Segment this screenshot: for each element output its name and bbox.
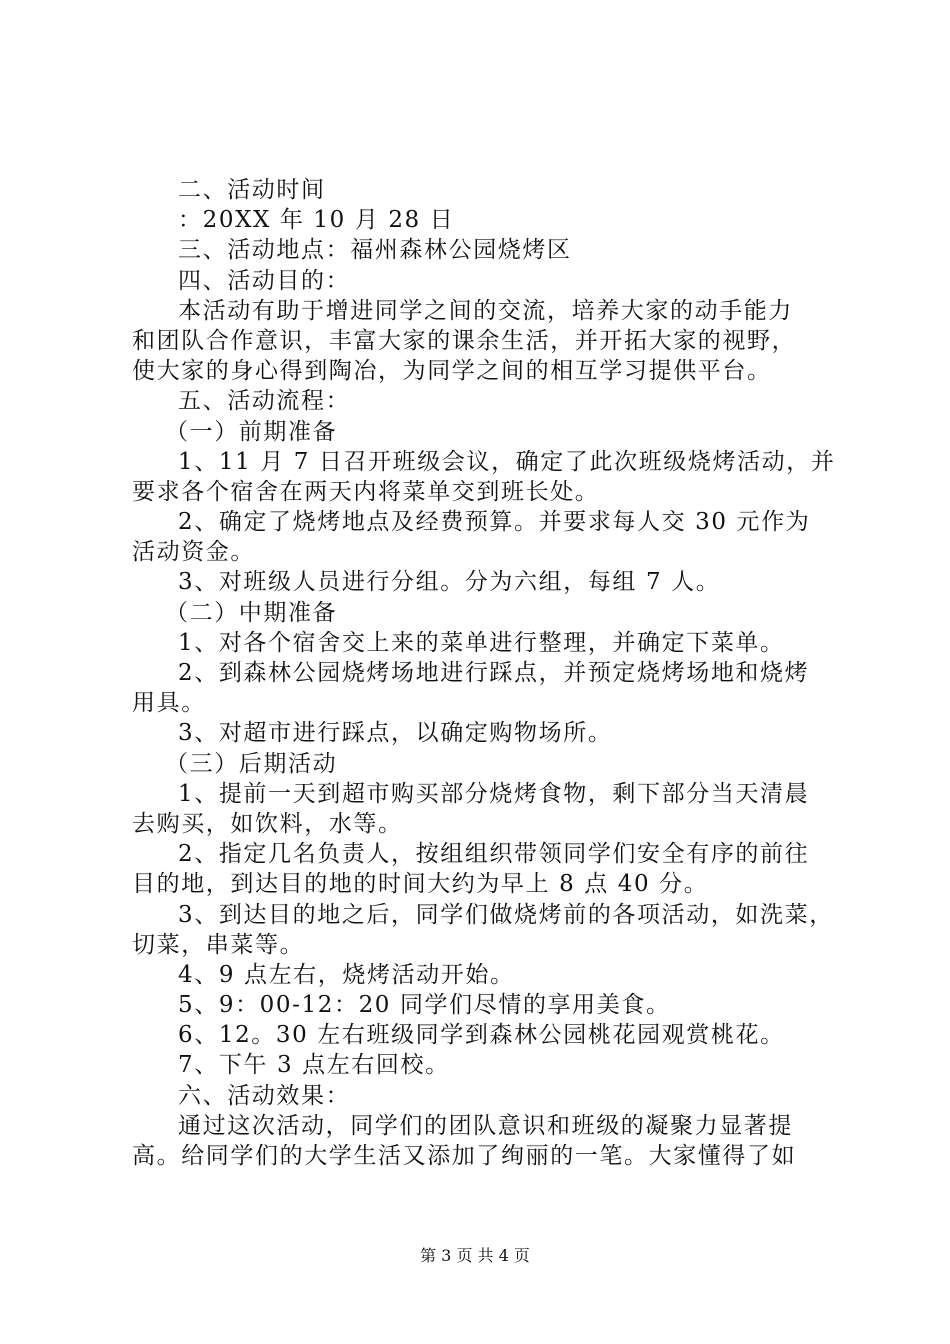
text-line: 4、9 点左右，烧烤活动开始。 [178,961,515,988]
text-line: 2、指定几名负责人，按组组织带领同学们安全有序的前往 [178,841,810,868]
text-line: 3、对班级人员进行分组。分为六组，每组 7 人。 [178,569,721,596]
text-line: 6、12。30 左右班级同学到森林公园桃花园观赏桃花。 [178,1022,785,1049]
text-line: 3、到达目的地之后，同学们做烧烤前的各项活动，如洗菜， [178,901,834,928]
text-line: 和团队合作意识，丰富大家的课余生活，并开拓大家的视野， [132,327,797,354]
text-line: 切菜，串菜等。 [132,931,305,958]
text-line: 1、11 月 7 日召开班级会议，确定了此次班级烧烤活动，并 [178,448,836,475]
text-line: 本活动有助于增进同学之间的交流，培养大家的动手能力 [178,297,793,324]
text-line: （二）中期准备 [165,599,338,626]
text-line: 要求各个宿舍在两天内将菜单交到班长处。 [132,478,600,505]
document-body [132,175,836,1171]
text-line: 7、下午 3 点左右回校。 [178,1052,450,1079]
text-line: （一）前期准备 [165,418,338,445]
text-line: 五、活动流程： [178,388,351,415]
text-line: 去购买，如饮料，水等。 [132,810,403,837]
text-line: 使大家的身心得到陶冶，为同学之间的相互学习提供平台。 [132,358,772,385]
text-line: 3、对超市进行踩点，以确定购物场所。 [178,720,613,747]
text-line: 六、活动效果： [178,1082,351,1109]
text-line: 1、对各个宿舍交上来的菜单进行整理，并确定下菜单。 [178,629,785,656]
text-line: 高。给同学们的大学生活又添加了绚丽的一笔。大家懂得了如 [132,1143,797,1169]
text-line: 5、9：00-12：20 同学们尽情的享用美食。 [178,992,671,1019]
text-line: 三、活动地点：福州森林公园烧烤区 [178,237,572,264]
text-line: ：20XX 年 10 月 28 日 [178,207,455,234]
text-line: 2、到森林公园烧烤场地进行踩点，并预定烧烤场地和烧烤 [178,660,810,686]
text-line: 1、提前一天到超市购买部分烧烤食物，剩下部分当天清晨 [178,780,810,807]
text-line: 目的地，到达目的地的时间大约为早上 8 点 40 分。 [132,871,709,898]
page-footer: 第 3 页 共 4 页 [420,1246,530,1265]
text-line: 通过这次活动，同学们的团队意识和班级的凝聚力显著提 [178,1112,793,1139]
text-line: 活动资金。 [132,539,255,566]
text-line: 2、确定了烧烤地点及经费预算。并要求每人交 30 元作为 [178,509,811,536]
text-line: 二、活动时间 [178,177,326,203]
text-line: 用具。 [132,690,206,717]
text-line: （三）后期活动 [165,750,338,777]
text-line: 四、活动目的： [178,267,351,294]
